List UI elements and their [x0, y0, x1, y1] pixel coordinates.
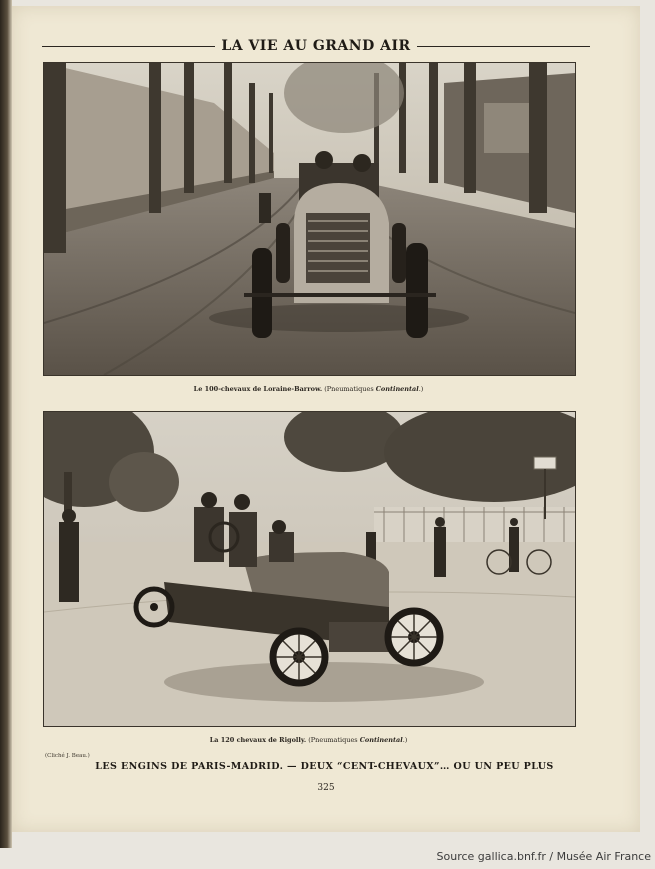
header-rule-left: [42, 46, 215, 47]
caption-2-brand: Continental: [359, 736, 403, 744]
photo-rigolly-car: [43, 411, 576, 727]
page-header: [42, 36, 590, 56]
header-rule-right: [417, 46, 590, 47]
source-attribution: Source gallica.bnf.fr / Musée Air France: [436, 850, 651, 863]
photo-caption-2: [43, 736, 574, 744]
caption-1-text: Le 100-chevaux de Loraine-Barrow.: [193, 385, 323, 393]
photo-caption-1: [43, 385, 574, 393]
book-binding: [0, 0, 12, 848]
caption-2-text: La 120 chevaux de Rigolly.: [209, 736, 307, 744]
caption-1-paren-close: .): [418, 385, 424, 393]
caption-1-brand: Continental: [375, 385, 419, 393]
caption-2-paren-close: .): [402, 736, 408, 744]
caption-1-paren-open: (Pneumatiques: [324, 385, 376, 393]
magazine-page: [12, 6, 640, 832]
page-number: 325: [317, 783, 335, 793]
caption-2-paren-open: (Pneumatiques: [308, 736, 360, 744]
main-caption: LES ENGINS DE PARIS-MADRID. — DEUX “CENT-CHEVAUX”… OU UN PEU PLUS: [95, 761, 554, 772]
magazine-title: LA VIE AU GRAND AIR: [221, 38, 411, 54]
photo-lorraine-barrow-car: [43, 62, 576, 376]
photo-credit: (Cliché J. Beau.): [45, 753, 90, 759]
